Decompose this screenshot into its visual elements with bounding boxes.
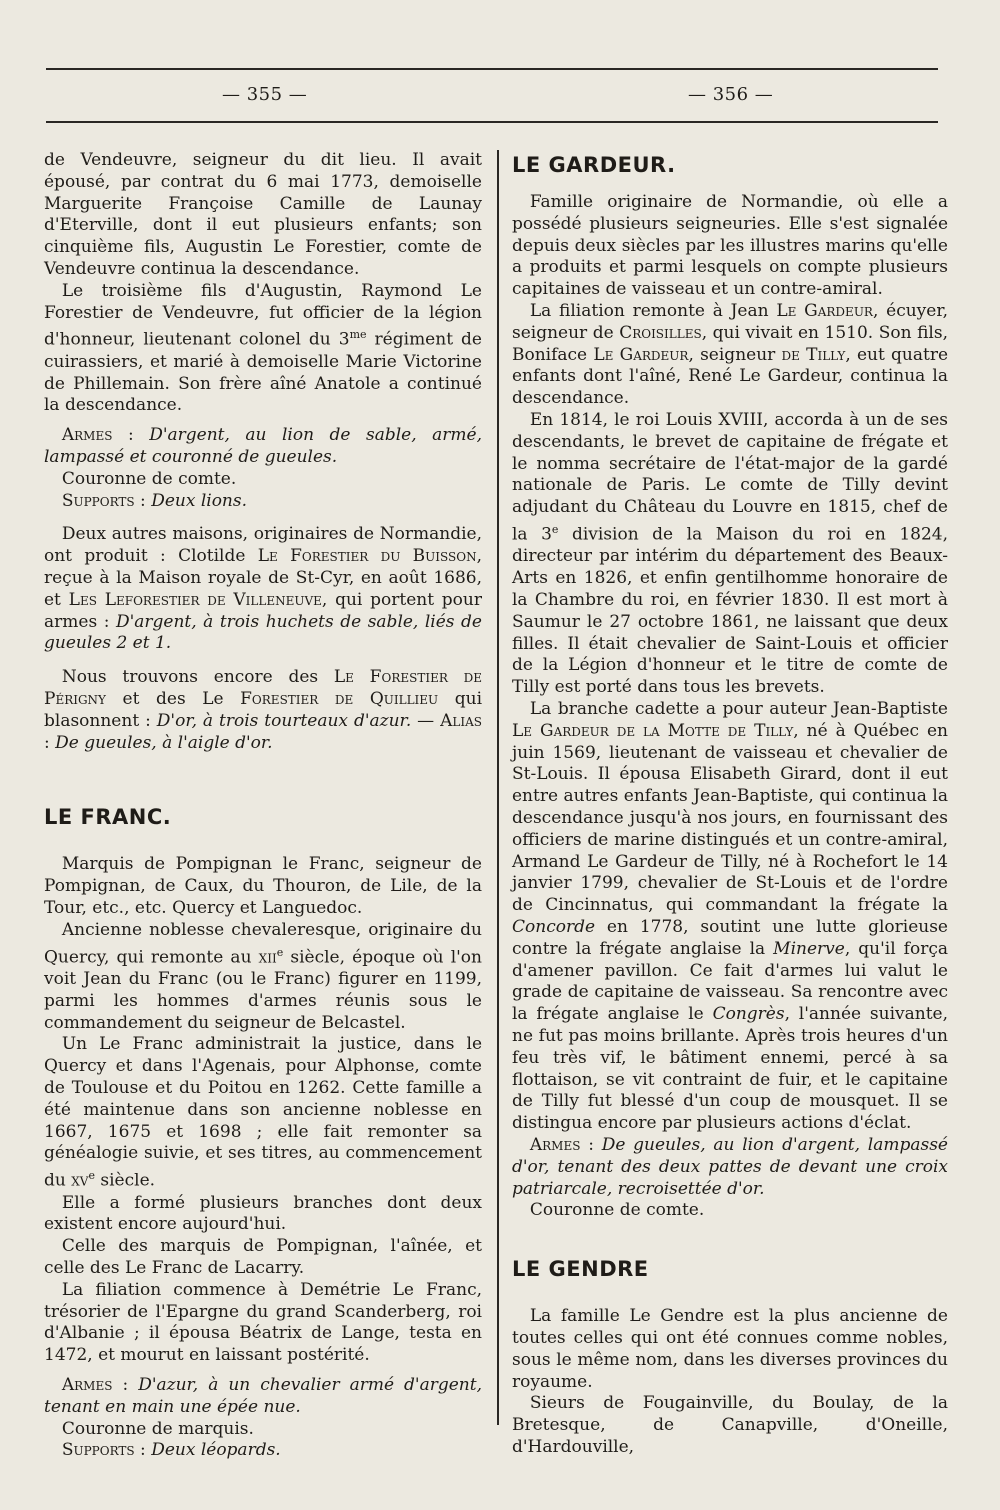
crown-le-franc: Couronne de marquis. [61, 1418, 254, 1439]
page-number-right: — 356 — [688, 84, 774, 105]
paragraph-sieurs: Sieurs de Fougainville, du Boulay, de la Bretesque, de Canapville, d'Oneille, d'Hardouville, [512, 1393, 948, 1457]
paragraph-pompignan: Marquis de Pompignan le Franc, seigneur de Pompignan, de Caux, du Thouron, de Lile, de la Tour, etc., etc. Quercy et Languedoc. [44, 854, 482, 918]
paragraph-famille-normandie: Famille originaire de Normandie, où elle a possédé plusieurs seigneuries. Elle s'est signalée depuis deux siècles par les illustres marins qu'elle a produits et parmi lesquels on compte plusieurs capitaines de vaisseau et un contre-amiral. [512, 192, 948, 300]
arms-le-franc: Armes : D'azur, à un chevalier armé d'argent, tenant en main une épée nue. [44, 1375, 482, 1417]
paragraph-justice: Un Le Franc administrait la justice, dans le Quercy et dans l'Agenais, pour Alphonse, comte de Toulouse et du Poitou en 1262. Cette famille a été maintenue dans son ancienne noblesse en 1667, 1675 et 1698 ; elle fait remonter sa généalogie suivie, et ses titres, au commencement du $xv^e$ siècle. [44, 1034, 482, 1191]
paragraph-branche-cadette: La branche cadette a pour auteur Jean-Baptiste Le Gardeur de la Motte de Tilly, né à Québec en juin 1569, lieutenant de vaisseau et chevalier de St-Louis. Il épousa Elisabeth Girard, dont il eut entre autres enfants Jean-Baptiste, qui continua la descendance jusqu'à nos jours, en fournissant des officiers de marine distingués et un contre-amiral, Armand Le Gardeur de Tilly, né à Rochefort le 14 janvier 1799, chevalier de St-Louis et de l'ordre de Cincinnatus, qui commandant la frégate la Concorde en 1778, soutint une lutte glorieuse contre la frégate anglaise la Minerve, qu'il força d'amener pavillon. Ce fait d'armes lui valut le grade de capitaine de vaisseau. Sa rencontre avec la frégate anglaise le Congrès, l'année suivante, ne fut pas moins brillante. Après trois heures d'un feu très vif, le bâtiment ennemi, percé à sa flottaison, se vit contraint de fuir, et le capitaine de Tilly fut blessé d'un coup de mousquet. Il se distingua encore par plusieurs actions d'éclat. [512, 698, 948, 1134]
paragraph-marquis: Celle des marquis de Pompignan, l'aînée, et celle des Le Franc de Lacarry. [44, 1236, 482, 1279]
paragraph-perigny: Nous trouvons encore des Le Forestier de Périgny et des Le Forestier de Quillieu qui blasonnent : D'or, à trois tourteaux d'azur. — Alias : De gueules, à l'aigle d'or. [44, 667, 483, 753]
right-column [512, 150, 948, 1459]
paragraph-filiation-gardeur: La filiation remonte à Jean Le Gardeur, écuyer, seigneur de Croisilles, qui vivait en 1510. Son fils, Boniface Le Gardeur, seigneur de Tilly, eut quatre enfants dont l'aîné, René Le Gardeur, continua la descendance. [512, 300, 949, 409]
crown-forestier: Couronne de comte. [61, 468, 237, 489]
header-rule-bottom [46, 121, 938, 123]
section-title-le-gardeur: LE GARDEUR. [512, 153, 676, 177]
paragraph-famille-gendre: La famille Le Gendre est la plus ancienne de toutes celles qui ont été connues comme nobles, sous le même nom, dans les diverses provinces du royaume. [512, 1306, 948, 1392]
column-divider [497, 150, 499, 1425]
supporters-le-franc: Supports : Deux léopards. [61, 1440, 281, 1461]
paragraph-vendeuvre: de Vendeuvre, seigneur du dit lieu. Il avait épousé, par contrat du 6 mai 1773, demoiselle Marguerite Françoise Camille de Launay d'Eterville, dont il eut plusieurs enfants; son cinquième fils, Augustin Le Forestier, comte de Vendeuvre continua la descendance. [44, 150, 482, 279]
arms-forestier: Armes : D'argent, au lion de sable, armé, lampassé et couronné de gueules. [44, 425, 482, 468]
paragraph-two-houses: Deux autres maisons, originaires de Normandie, ont produit : Clotilde Le Forestier du Buisson, reçue à la Maison royale de St-Cyr, en août 1686, et Les Leforestier de Villeneuve, qui portent pour armes : D'argent, à trois huchets de sable, liés de gueules 2 et 1. [44, 524, 482, 654]
paragraph-raymond: Le troisième fils d'Augustin, Raymond Le Forestier de Vendeuvre, fut officier de la légion d'honneur, lieutenant colonel du $3^{me}$ régiment de cuirassiers, et marié à demoiselle Marie Victorine de Phillemain. Son frère aîné Anatole a continué la descendance. [44, 280, 482, 416]
arms-blazon: D'argent, au lion de sable, armé, lampassé et couronné de gueules. [44, 425, 482, 468]
section-title-le-franc: LE FRANC. [44, 805, 172, 830]
supporters-forestier: Supports : Deux lions. [61, 490, 248, 511]
arms-label: Armes [61, 425, 113, 446]
paragraph-filiation: La filiation commence à Demétrie Le Franc, trésorier de l'Epargne du grand Scanderberg, roi d'Albanie ; il épousa Béatrix de Lange, testa en 1472, et mourut en laissant postérité. [44, 1279, 482, 1366]
section-title-le-gendre: LE GENDRE [512, 1257, 649, 1282]
page-number-left: — 355 — [222, 84, 308, 105]
paragraph-branches: Elle a formé plusieurs branches dont deux existent encore aujourd'hui. [44, 1192, 482, 1235]
header-rule-top [46, 68, 938, 70]
paragraph-1814: En 1814, le roi Louis XVIII, accorda à un de ses descendants, le brevet de capitaine de frégate et le nomma secrétaire de l'état-major de la gardé nationale de Paris. Le comte de Tilly devint adjudant du Château du Louvre en 1815, chef de la 3e division de la Maison du roi en 1824, directeur par intérim du département des Beaux-Arts en 1826, et enfin gentilhomme honoraire de la Chambre du roi, en février 1830. Il est mort à Saumur le 27 octobre 1861, ne laissant que deux filles. Il était chevalier de Saint-Louis et officier de la Légion d'honneur et le titre de comte de Tilly est porté dans tous les brevets. [512, 409, 948, 698]
arms-le-gardeur: Armes : De gueules, au lion d'argent, lampassé d'or, tenant des deux pattes de devant une croix patriarcale, recroisettée d'or. [512, 1134, 948, 1199]
left-column [44, 150, 482, 1462]
crown-le-gardeur: Couronne de comte. [529, 1200, 705, 1221]
paragraph-ancienne-noblesse: Ancienne noblesse chevaleresque, originaire du Quercy, qui remonte au xii$^e$ siècle, époque où l'on voit Jean du Franc (ou le Franc) figurer en 1199, parmi les hommes d'armes réunis sous le commandement du seigneur de Belcastel. [44, 919, 482, 1033]
